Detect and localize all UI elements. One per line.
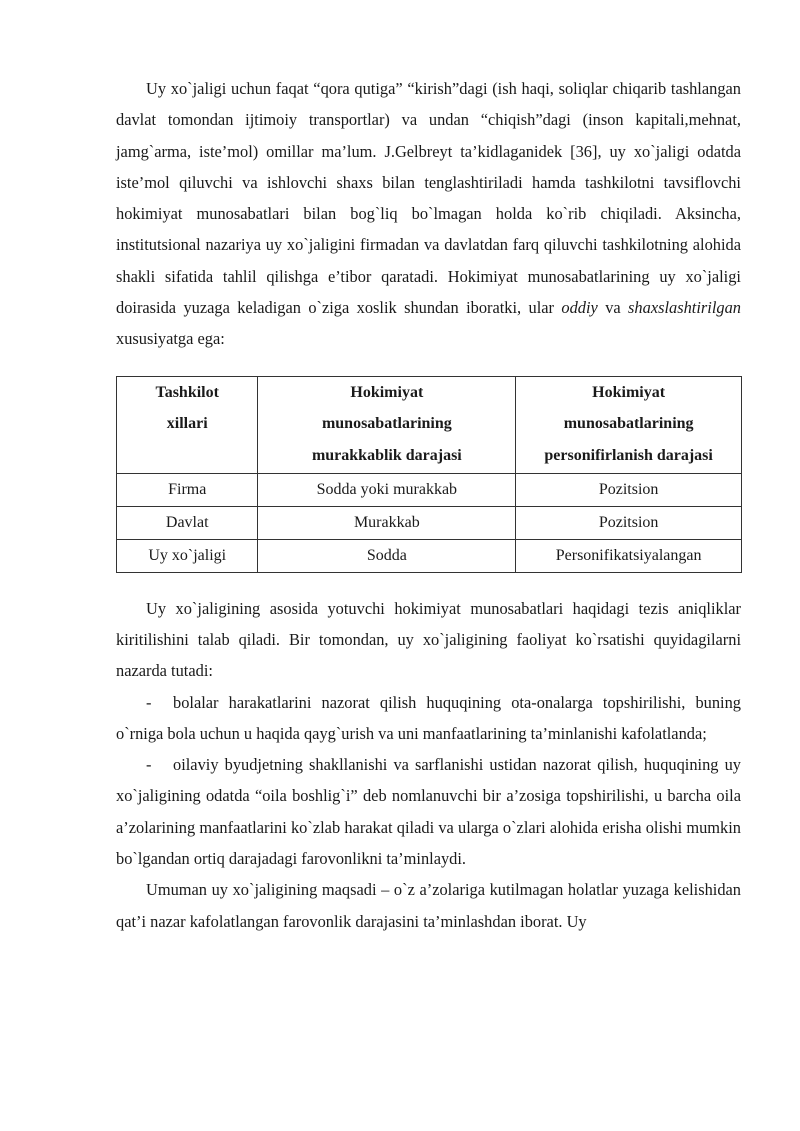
table-header-complexity	[258, 376, 516, 473]
table-cell: Murakkab	[258, 506, 516, 539]
paragraph-thesis: Uy xo`jaligining asosida yotuvchi hokimiyat munosabatlari haqidagi tezis aniqliklar kiritilishini talab qiladi. Bir tomondan, uy xo`jaligining faoliyat ko`rsatishi quyidagilarni nazarda tutadi:	[116, 598, 741, 681]
list-item	[116, 749, 741, 874]
header-line: personifirlanish darajasi	[544, 446, 713, 464]
list-item	[116, 687, 741, 750]
table-header-personification	[516, 376, 742, 473]
list-dash: -	[146, 755, 152, 775]
table-header-org-types	[117, 376, 258, 473]
header-line: munosabatlarining	[321, 415, 452, 433]
list-item-text: oilaviy byudjetning shakllanishi va sarflanishi ustidan nazorat qilish, huquqining uy xo`jaligining odatda “oila boshlig`i” deb nomlanuvchi bir a’zosiga topshirilishi, u barcha oila a’zolarining manfaatlarini ko`zlab harakat qiladi va ularga o`zlari alohida erisha olishi mumkin bo`lgandan ortiq darajadagi farovonlikni ta’minlaydi.	[116, 755, 741, 869]
table-cell: Sodda yoki murakkab	[258, 473, 516, 506]
paragraph-conclusion: Umuman uy xo`jaligining maqsadi – o`z a’zolariga kutilmagan holatlar yuzaga kelishidan qat’i nazar kafolatlangan farovonlik darajasini ta’minlashdan iborat. Uy	[116, 880, 741, 931]
organization-types-table	[116, 376, 742, 573]
list-item-text: bolalar harakatlarini nazorat qilish huquqining ota-onalarga topshirilishi, buning o`rniga bola uchun u haqida qayg`urish va uni manfaatlarining ta’minlanishi kafolatlanda;	[116, 692, 741, 743]
paragraph-intro-text: Uy xo`jaligi uchun faqat “qora qutiga” “kirish”dagi (ish haqi, soliqlar chiqarib tashlangan davlat tomondan ijtimoiy transportlar) va undan “chiqish”dagi (inson kapitali,mehnat, jamg`arma, iste’mol) omillar ma’lum. J.Gelbreyt ta’kidlaganidek [36], uy xo`jaligi odatda iste’mol qiluvchi va ishlovchi shaxs bilan tenglashtiriladi hamda tashkilotni tavsiflovchi hokimiyat munosabatlari bilan bog`liq bo`lmagan holda ko`rib chiqiladi. Aksincha, institutsional nazariya uy xo`jaligini firmadan va davlatdan farq qiluvchi tashkilotning alohida shakli sifatida tahlil qilishga e’tibor qaratadi. Hokimiyat munosabatlarining uy xo`jaligi doirasida yuzaga keladigan o`ziga xoslik shundan iboratki, ular	[116, 79, 741, 318]
emphasis-oddiy: oddiy	[561, 298, 598, 318]
paragraph-intro-end: xususiyatga ega:	[116, 329, 225, 349]
table-row	[117, 473, 742, 506]
table-cell: Uy xo`jaligi	[117, 539, 258, 572]
table-header-row	[117, 376, 742, 473]
table-cell: Sodda	[258, 539, 516, 572]
table-cell: Firma	[117, 473, 258, 506]
header-line: Hokimiyat	[592, 383, 666, 401]
list-dash: -	[146, 692, 152, 712]
table-row	[117, 506, 742, 539]
header-line: Hokimiyat	[350, 383, 424, 401]
document-page	[116, 73, 741, 937]
paragraph-intro-connector: va	[605, 298, 621, 318]
header-line: xillari	[166, 415, 208, 433]
paragraph-intro	[116, 73, 741, 355]
table-cell: Pozitsion	[516, 473, 742, 506]
header-line: Tashkilot	[155, 383, 219, 401]
table-cell: Personifikatsiyalangan	[516, 539, 742, 572]
table-cell: Pozitsion	[516, 506, 742, 539]
table-cell: Davlat	[117, 506, 258, 539]
header-line: murakkablik darajasi	[311, 446, 462, 464]
table-row	[117, 539, 742, 572]
emphasis-shaxslashtirilgan: shaxslashtirilgan	[628, 298, 741, 318]
header-line: munosabatlarining	[563, 415, 694, 433]
